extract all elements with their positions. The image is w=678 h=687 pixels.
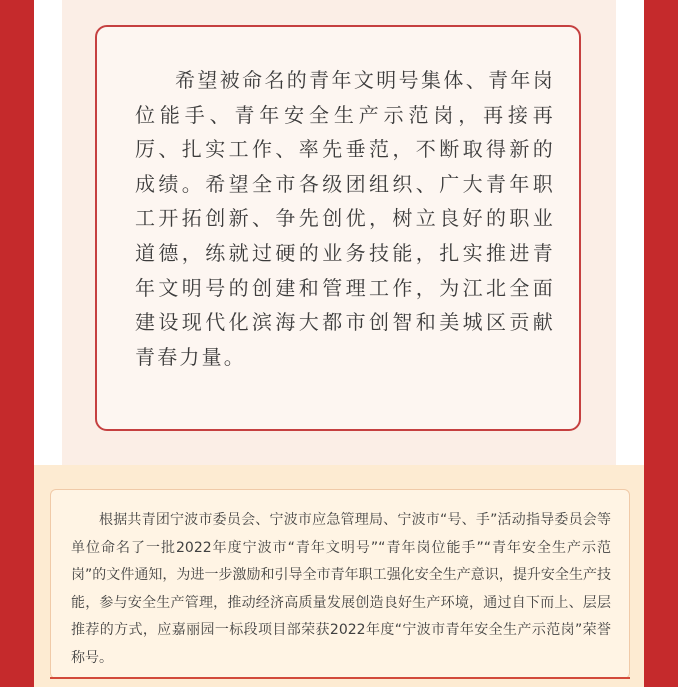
info-box (50, 489, 630, 679)
info-paragraph: 根据共青团宁波市委员会、宁波市应急管理局、宁波市“号、手”活动指导委员会等单位命名了一批2022年度宁波市“青年文明号”“青年岗位能手”“青年安全生产示范岗”的文件通知，为进一步激励和引导全市青年职工强化安全生产意识，提升安全生产技能，参与安全生产管理，推动经济高质量发展创造良好生产环境，通过自下而上、层层推荐的方式，应嘉丽园一标段项目部荣获2022年度“宁波市青年安全生产示范岗”荣誉称号。 (71, 512, 611, 666)
quote-paragraph: 希望被命名的青年文明号集体、青年岗位能手、青年安全生产示范岗，再接再厉、扎实工作、率先垂范，不断取得新的成绩。希望全市各级团组织、广大青年职工开拓创新、争先创优，树立良好的职业道德，练就过硬的业务技能，扎实推进青年文明号的创建和管理工作，为江北全面建设现代化滨海大都市创智和美城区贡献青春力量。 (135, 68, 555, 369)
left-red-border (0, 0, 34, 687)
quote-box (95, 25, 581, 431)
right-red-border (644, 0, 678, 687)
section-divider (50, 677, 630, 679)
